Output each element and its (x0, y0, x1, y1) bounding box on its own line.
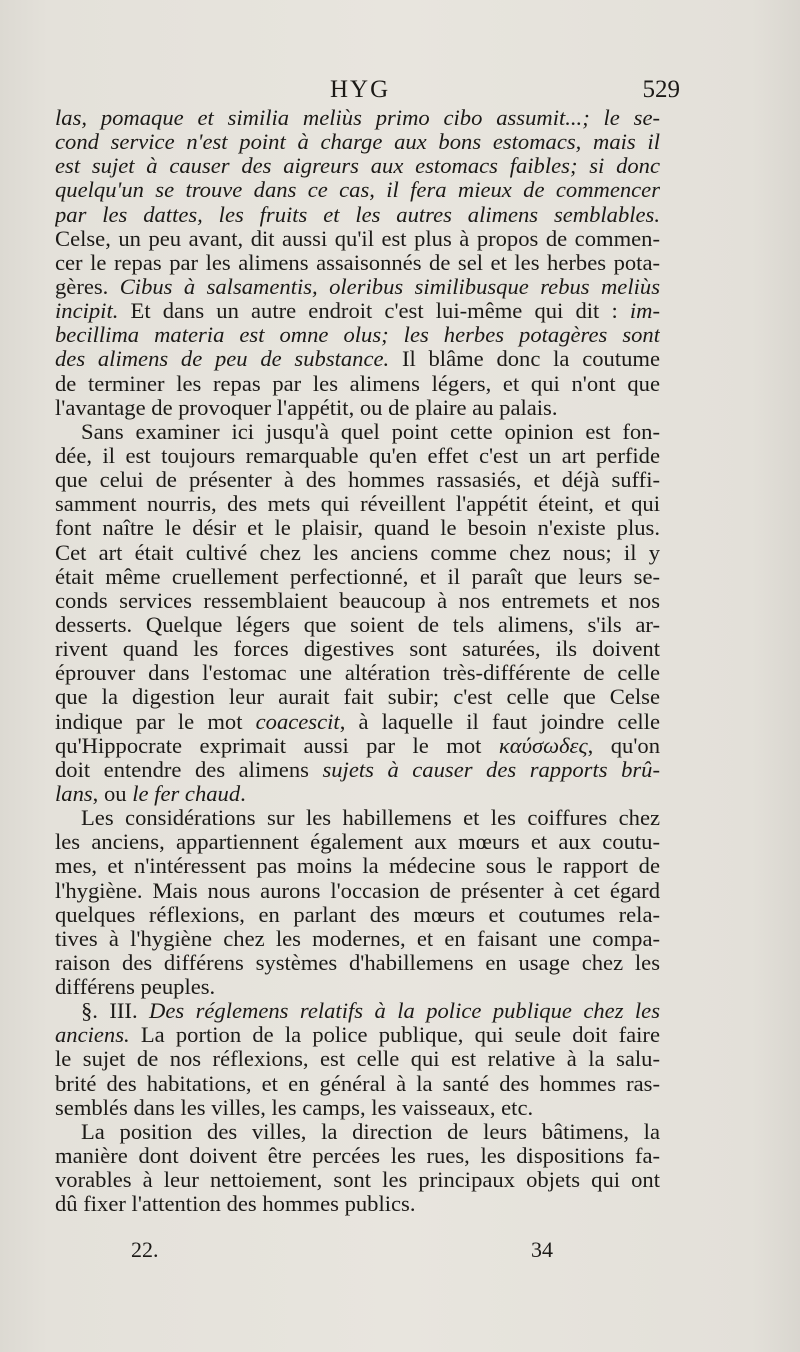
text-line: les anciens, appartiennent également aux mœurs et aux coutu- (55, 830, 660, 855)
running-head: HYG (330, 76, 391, 103)
text-line: doit entendre des alimens sujets à causer des rapports brû- (55, 757, 660, 782)
text-line: conds services ressemblaient beaucoup à nos entremets et nos (55, 588, 660, 613)
text-line: dée, il est toujours remarquable qu'en effet c'est un art perfide (55, 443, 660, 468)
text-line: mes, et n'intéressent pas moins la médecine sous le rapport de (55, 854, 660, 879)
text-line: l'avantage de provoquer l'appétit, ou de plaire au palais. (55, 395, 558, 420)
text-line: que celui de présenter à des hommes rassasiés, et déjà suffi- (55, 468, 660, 493)
text-line: incipit. Et dans un autre endroit c'est lui-même qui dit : im- (55, 299, 660, 324)
text-line: La position des villes, la direction de leurs bâtimens, la (81, 1119, 660, 1144)
text-line: anciens. La portion de la police publique, qui seule doit faire (55, 1023, 660, 1048)
text-line: cond service n'est point à charge aux bons estomacs, mais il (55, 130, 660, 155)
text-line: Celse, un peu avant, dit aussi qu'il est plus à propos de commen- (55, 226, 660, 251)
text-line: éprouver dans l'estomac une altération très-différente de celle (55, 661, 660, 686)
text-line: font naître le désir et le plaisir, quand le besoin n'existe plus. (55, 516, 660, 541)
text-line: quelqu'un se trouve dans ce cas, il fera mieux de commencer (55, 178, 660, 203)
text-line: le sujet de nos réflexions, est celle qui est relative à la salu- (55, 1047, 660, 1072)
text-line: par les dattes, les fruits et les autres alimens semblables. (55, 202, 660, 227)
text-line: tives à l'hygiène chez les modernes, et en faisant une compa- (55, 926, 660, 951)
text-line: que la digestion leur aurait fait subir; c'est celle que Celse (55, 685, 660, 710)
text-line: est sujet à causer des aigreurs aux estomacs faibles; si donc (55, 154, 660, 179)
text-line: de terminer les repas par les alimens légers, et qui n'ont que (55, 371, 660, 396)
text-line: brité des habitations, et en général à la santé des hommes ras- (55, 1071, 660, 1096)
text-line: rivent quand les forces digestives sont saturées, ils doivent (55, 637, 660, 662)
text-line: était même cruellement perfectionné, et il paraît que leurs se- (55, 564, 660, 589)
text-line: des alimens de peu de substance. Il blâme donc la coutume (55, 347, 660, 372)
signature-mark: 22. (131, 1237, 159, 1262)
text-line: quelques réflexions, en parlant des mœurs et coutumes rela- (55, 902, 660, 927)
text-line: cer le repas par les alimens assaisonnés de sel et les herbes pota- (55, 250, 660, 275)
text-line: Les considérations sur les habillemens et les coiffures chez (81, 806, 660, 831)
text-line: qu'Hippocrate exprimait aussi par le mot καύσωδες, qu'on (55, 733, 660, 758)
text-line: becillima materia est omne olus; les herbes potagères sont (55, 323, 660, 348)
text-line: §. III. Des réglemens relatifs à la police publique chez les (81, 999, 660, 1024)
text-line: indique par le mot coacescit, à laquelle il faut joindre celle (55, 709, 660, 734)
text-line: lans, ou le fer chaud. (55, 781, 246, 806)
text-line: dû fixer l'attention des hommes publics. (55, 1192, 416, 1217)
text-line: semblés dans les villes, les camps, les vaisseaux, etc. (55, 1095, 534, 1120)
body-text (55, 106, 660, 1216)
text-line: différens peuples. (55, 975, 216, 1000)
text-line: manière dont doivent être percées les rues, les dispositions fa- (55, 1144, 660, 1169)
text-line: gères. Cibus à salsamentis, oleribus similibusque rebus meliùs (55, 274, 660, 299)
footer-numeral: 34 (531, 1237, 553, 1262)
text-line: raison des différens systèmes d'habillemens en usage chez les (55, 950, 660, 975)
page-number: 529 (642, 76, 680, 103)
text-line: Sans examiner ici jusqu'à quel point cette opinion est fon- (81, 419, 660, 444)
text-line: vorables à leur nettoiement, sont les principaux objets qui ont (55, 1168, 660, 1193)
page-header (60, 76, 680, 110)
text-line: las, pomaque et similia meliùs primo cibo assumit...; le se- (55, 106, 660, 130)
page-footer (55, 1237, 660, 1271)
text-line: l'hygiène. Mais nous aurons l'occasion de présenter à cet égard (55, 878, 660, 903)
text-line: desserts. Quelque légers que soient de tels alimens, s'ils ar- (55, 612, 660, 637)
text-line: samment nourris, des mets qui réveillent l'appétit éteint, et qui (55, 492, 660, 517)
text-line: Cet art était cultivé chez les anciens comme chez nous; il y (55, 540, 660, 565)
